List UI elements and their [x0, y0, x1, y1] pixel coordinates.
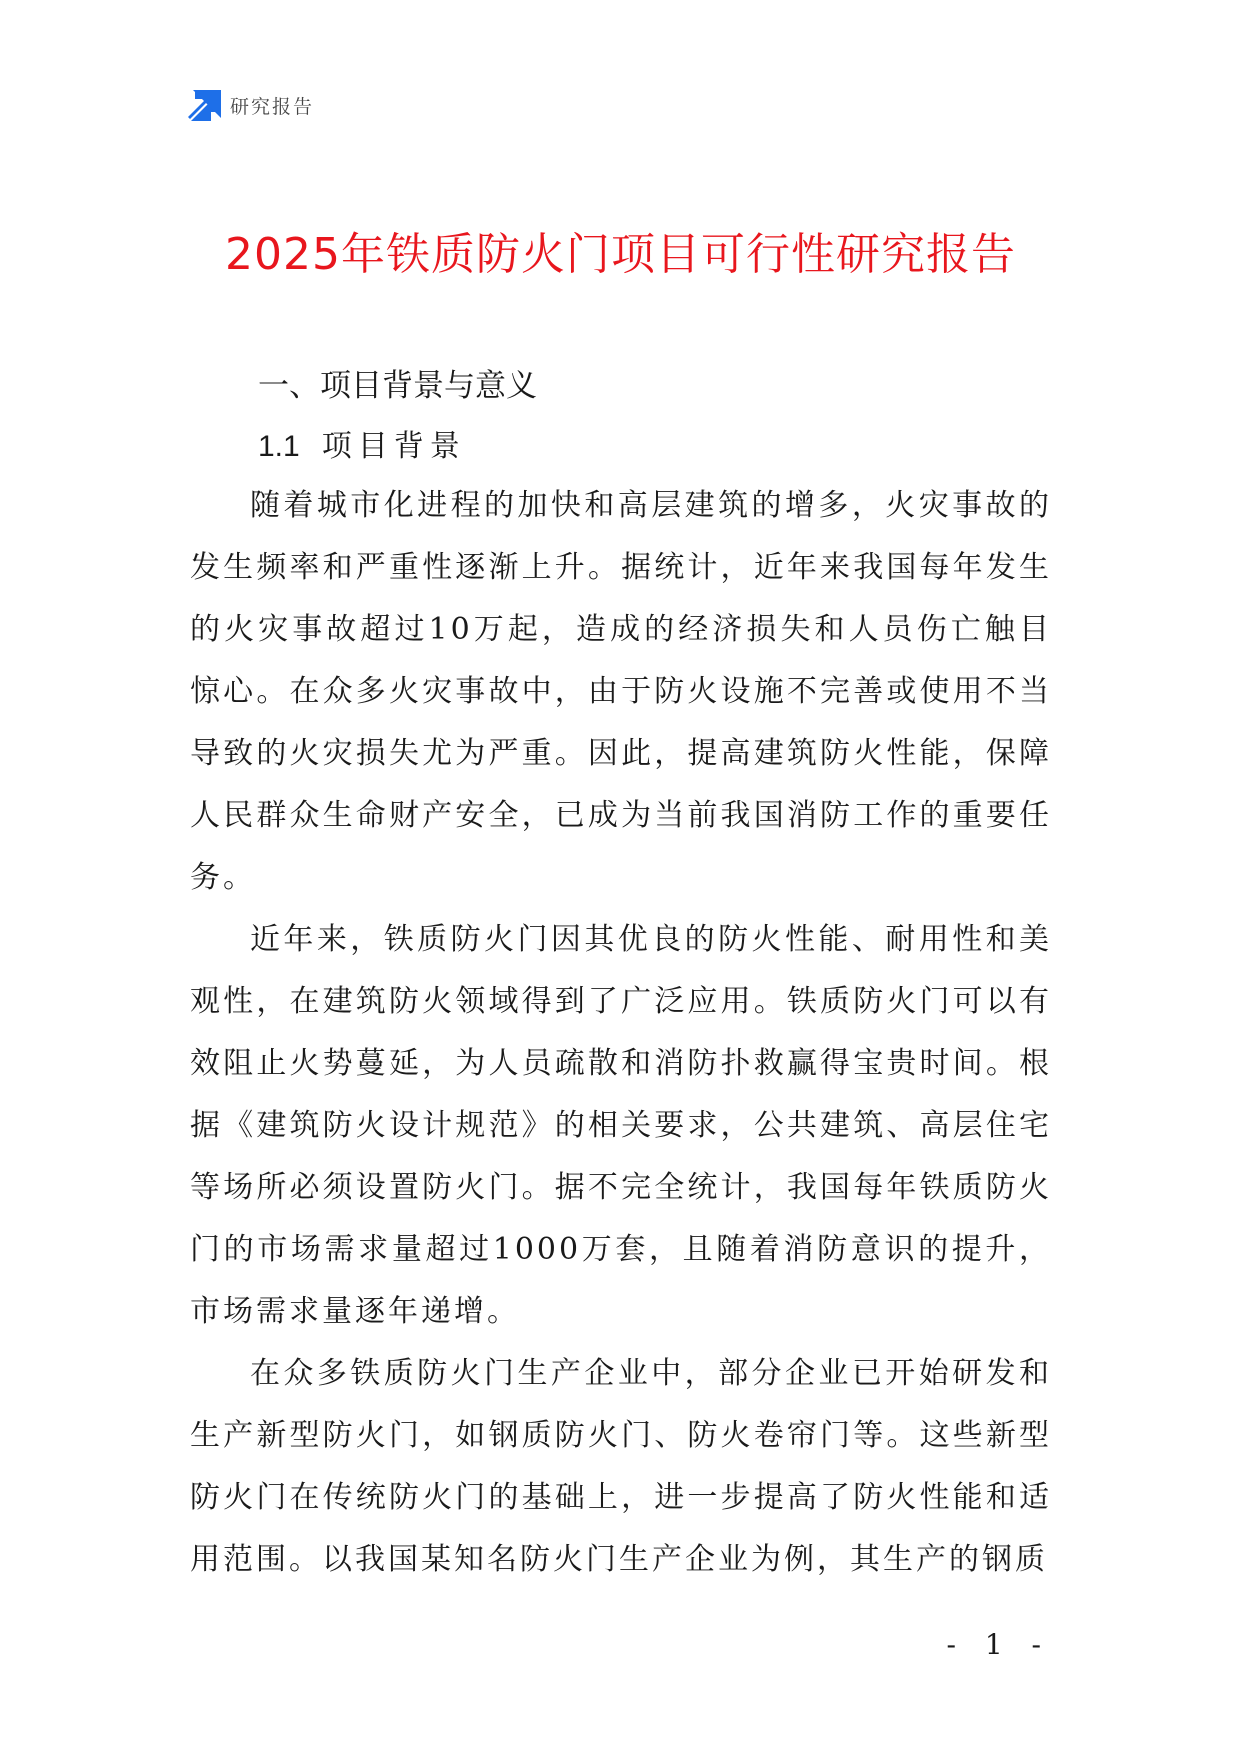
arrow-up-right-icon: [188, 88, 222, 122]
paragraph: 随着城市化进程的加快和高层建筑的增多，火灾事故的发生频率和严重性逐渐上升。据统计，近年来我国每年发生的火灾事故超过10万起，造成的经济损失和人员伤亡触目惊心。在众多火灾事故中，由于防火设施不完善或使用不当导致的火灾损失尤为严重。因此，提高建筑防火性能，保障人民群众生命财产安全，已成为当前我国消防工作的重要任务。: [190, 488, 1052, 895]
paragraph: 近年来，铁质防火门因其优良的防火性能、耐用性和美观性，在建筑防火领域得到了广泛应用。铁质防火门可以有效阻止火势蔓延，为人员疏散和消防扑救赢得宝贵时间。根据《建筑防火设计规范》的相关要求，公共建筑、高层住宅等场所必须设置防火门。据不完全统计，我国每年铁质防火门的市场需求量超过1000万套，且随着消防意识的提升，市场需求量逐年递增。: [190, 922, 1052, 1329]
header-label: 研究报告: [230, 95, 315, 118]
subsection-number: 1.1: [258, 430, 300, 463]
page-header: [188, 88, 314, 122]
page-number: - 1 -: [946, 1628, 1051, 1661]
paragraph: 在众多铁质防火门生产企业中，部分企业已开始研发和生产新型防火门，如钢质防火门、防火卷帘门等。这些新型防火门在传统防火门的基础上，进一步提高了防火性能和适用范围。以我国某知名防火门生产企业为例，其生产的钢质: [190, 1356, 1052, 1577]
subsection-title: 项目背景: [321, 429, 466, 464]
section-heading: 一、项目背景与意义: [258, 368, 537, 404]
subsection-heading: [258, 421, 466, 465]
document-title: 2025年铁质防火门项目可行性研究报告: [225, 229, 1016, 280]
body-text: [190, 475, 1052, 1591]
